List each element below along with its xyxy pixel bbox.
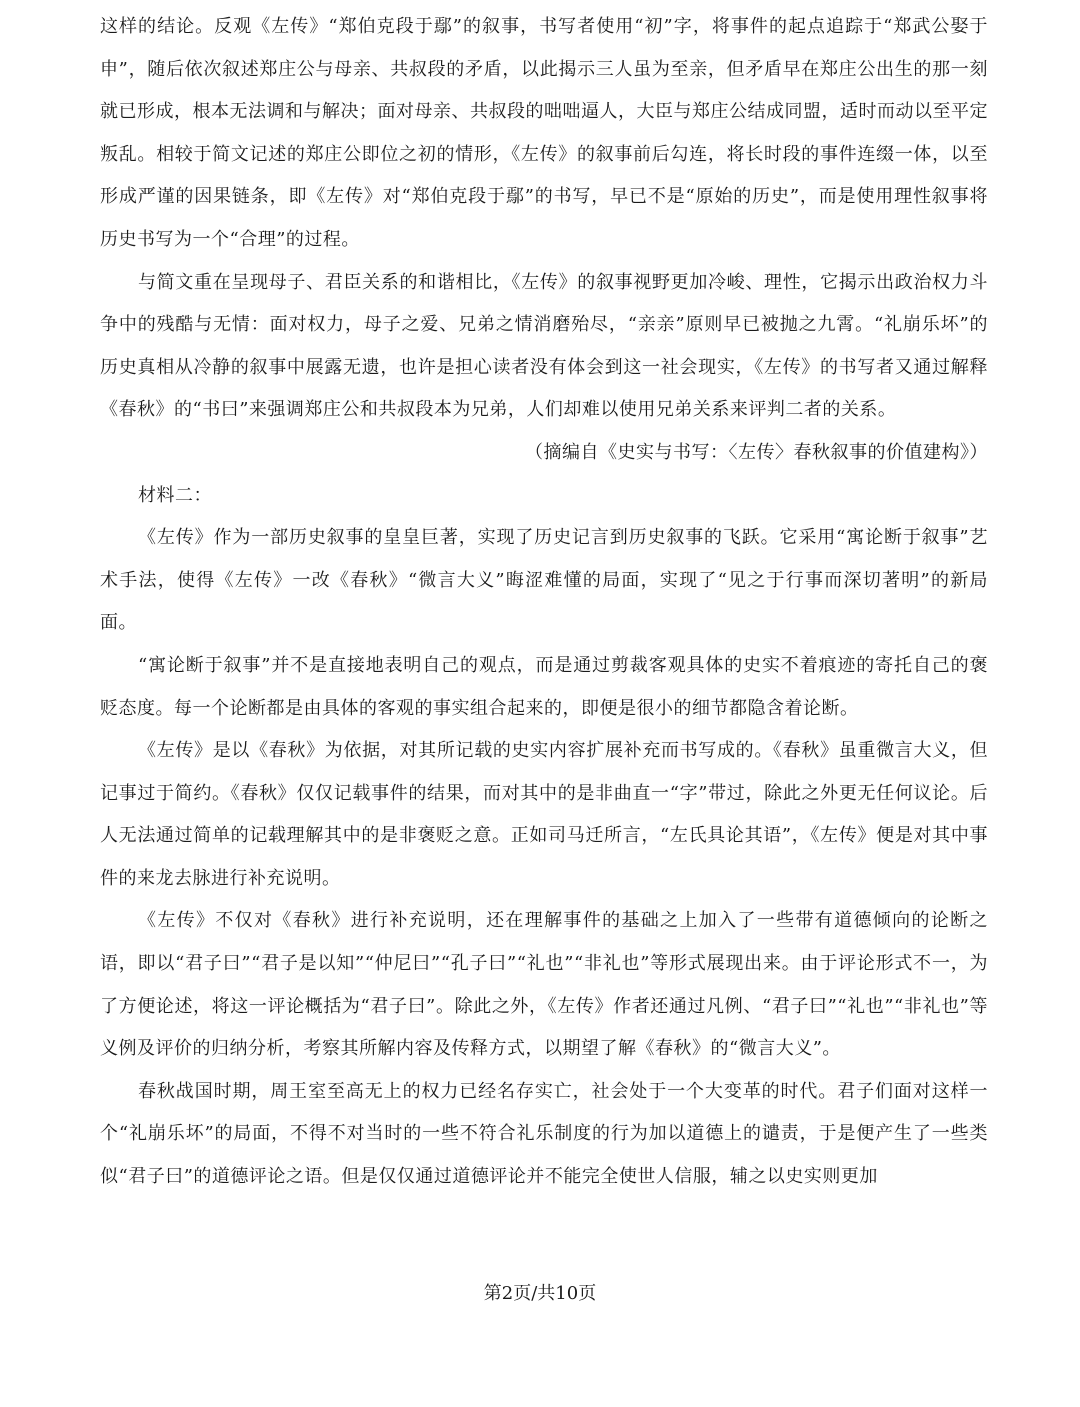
section-heading-material-two: 材料二：: [138, 484, 212, 506]
paragraph-junzi: 《左传》不仅对《春秋》进行补充说明，还在理解事件的基础之上加入了一些带有道德倾向的论断之语，即以“君子曰”“君子是以知”“仲尼曰”“孔子曰”“礼也”“非礼也”等形式展现出来。由于评论形式不一，为了方便论述，将这一评论概括为“君子曰”。除此之外，《左传》作者还通过凡例、“君子曰”“礼也”“非礼也”等义例及评价的归纳分析，考察其所解内容及传释方式，以期望了解《春秋》的“微言大义”。: [100, 910, 988, 1060]
paragraph-continuation: 这样的结论。反观《左传》“郑伯克段于鄢”的叙事，书写者使用“初”字，将事件的起点追踪于“郑武公娶于申”，随后依次叙述郑庄公与母亲、共叔段的矛盾，以此揭示三人虽为至亲，但矛盾早在郑庄公出生的那一刻就已形成，根本无法调和与解决；面对母亲、共叔段的咄咄逼人，大臣与郑庄公结成同盟，适时而动以至平定叛乱。相较于简文记述的郑庄公即位之初的情形，《左传》的叙事前后勾连，将长时段的事件连缀一体，以至形成严谨的因果链条，即《左传》对“郑伯克段于鄢”的书写，早已不是“原始的历史”，而是使用理性叙事将历史书写为一个“合理”的过程。: [100, 16, 988, 250]
paragraph-intro: 《左传》作为一部历史叙事的皇皇巨著，实现了历史记言到历史叙事的飞跃。它采用“寓论断于叙事”艺术手法，使得《左传》一改《春秋》“微言大义”晦涩难懂的局面，实现了“见之于行事而深切著明”的新局面。: [100, 527, 988, 634]
page-number: 第2页/共10页: [483, 1283, 597, 1304]
paragraph-judgment: “寓论断于叙事”并不是直接地表明自己的观点，而是通过剪裁客观具体的史实不着痕迹的寄托自己的褒贬态度。每一个论断都是由具体的客观的事实组合起来的，即便是很小的细节都隐含着论断。: [100, 654, 988, 719]
paragraph-basis: 《左传》是以《春秋》为依据，对其所记载的史实内容扩展补充而书写成的。《春秋》虽重微言大义，但记事过于简约。《春秋》仅仅记载事件的结果，而对其中的是非曲直一“字”带过，除此之外更无任何议论。后人无法通过简单的记载理解其中的是非褒贬之意。正如司马迁所言，“左氏具论其语”，《左传》便是对其中事件的来龙去脉进行补充说明。: [100, 740, 988, 889]
source-citation: （摘编自《史实与书写：〈左传〉春秋叙事的价值建构》）: [525, 441, 988, 463]
document-body: [100, 6, 988, 1199]
paragraph-comparison: 与简文重在呈现母子、君臣关系的和谐相比，《左传》的叙事视野更加冷峻、理性，它揭示出政治权力斗争中的残酷与无情：面对权力，母子之爱、兄弟之情消磨殆尽，“亲亲”原则早已被抛之九霄。“礼崩乐坏”的历史真相从冷静的叙事中展露无遗，也许是担心读者没有体会到这一社会现实，《左传》的书写者又通过解释《春秋》的“书曰”来强调郑庄公和共叔段本为兄弟，人们却难以使用兄弟关系来评判二者的关系。: [100, 271, 988, 421]
paragraph-warring-states: 春秋战国时期，周王室至高无上的权力已经名存实亡，社会处于一个大变革的时代。君子们面对这样一个“礼崩乐坏”的局面，不得不对当时的一些不符合礼乐制度的行为加以道德上的谴责，于是便产生了一些类似“君子曰”的道德评论之语。但是仅仅通过道德评论并不能完全使世人信服，辅之以史实则更加: [100, 1080, 988, 1188]
